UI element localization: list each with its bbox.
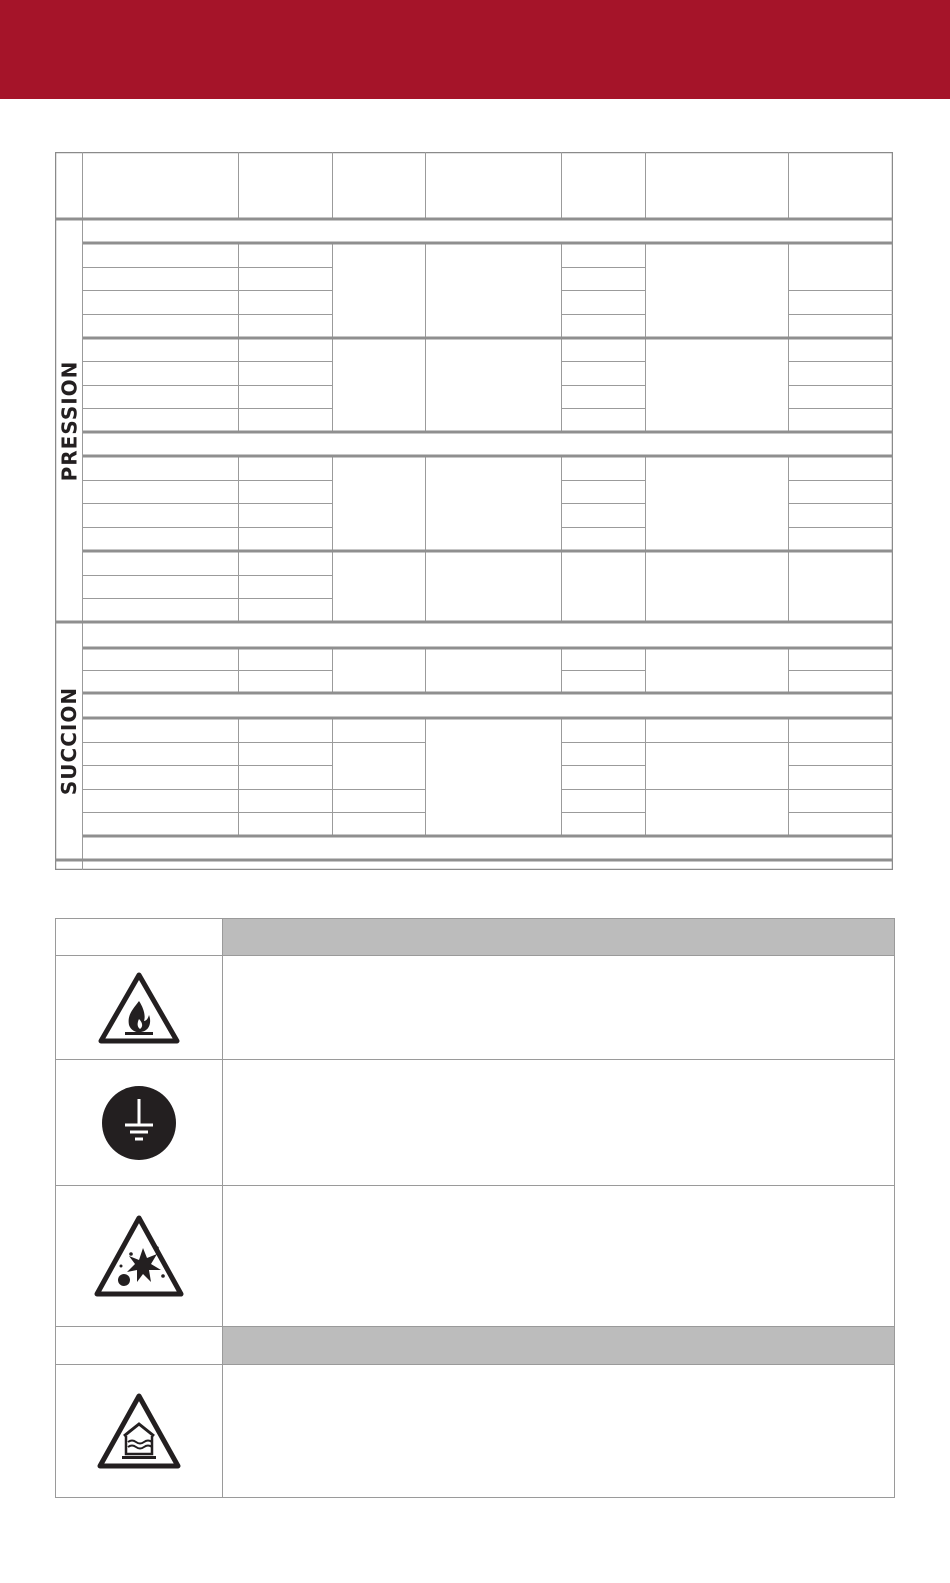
suction-section-label <box>55 622 83 860</box>
hazard-header-text <box>223 919 894 955</box>
hazard-row-grounding <box>56 1060 894 1186</box>
flammable-warning-icon <box>97 971 181 1045</box>
hazard-text-hot-liquid <box>223 1365 894 1497</box>
suction-section-label-text: SUCCION <box>57 686 81 796</box>
hose-spec-table-grid <box>55 152 893 870</box>
earth-ground-icon <box>101 1085 177 1161</box>
hazard-row-hot-liquid <box>56 1365 894 1497</box>
hazard-header-text-2 <box>223 1327 894 1364</box>
hazard-header-row <box>56 919 894 956</box>
hot-liquid-warning-icon <box>96 1392 182 1470</box>
hazard-symbols-table <box>55 918 895 1498</box>
hazard-text-grounding <box>223 1060 894 1185</box>
top-banner <box>0 0 950 99</box>
pressure-section-label <box>55 219 83 622</box>
hazard-header-label <box>56 919 223 955</box>
hazard-text-flammable <box>223 956 894 1059</box>
hazard-row-explosive <box>56 1186 894 1327</box>
hazard-row-flammable <box>56 956 894 1060</box>
explosive-warning-icon <box>93 1214 185 1298</box>
hose-spec-table <box>55 152 893 870</box>
hazard-text-explosive <box>223 1186 894 1326</box>
pressure-section-label-text: PRESSION <box>57 360 81 481</box>
hazard-header-row-2 <box>56 1327 894 1365</box>
hazard-header-label-2 <box>56 1327 223 1364</box>
